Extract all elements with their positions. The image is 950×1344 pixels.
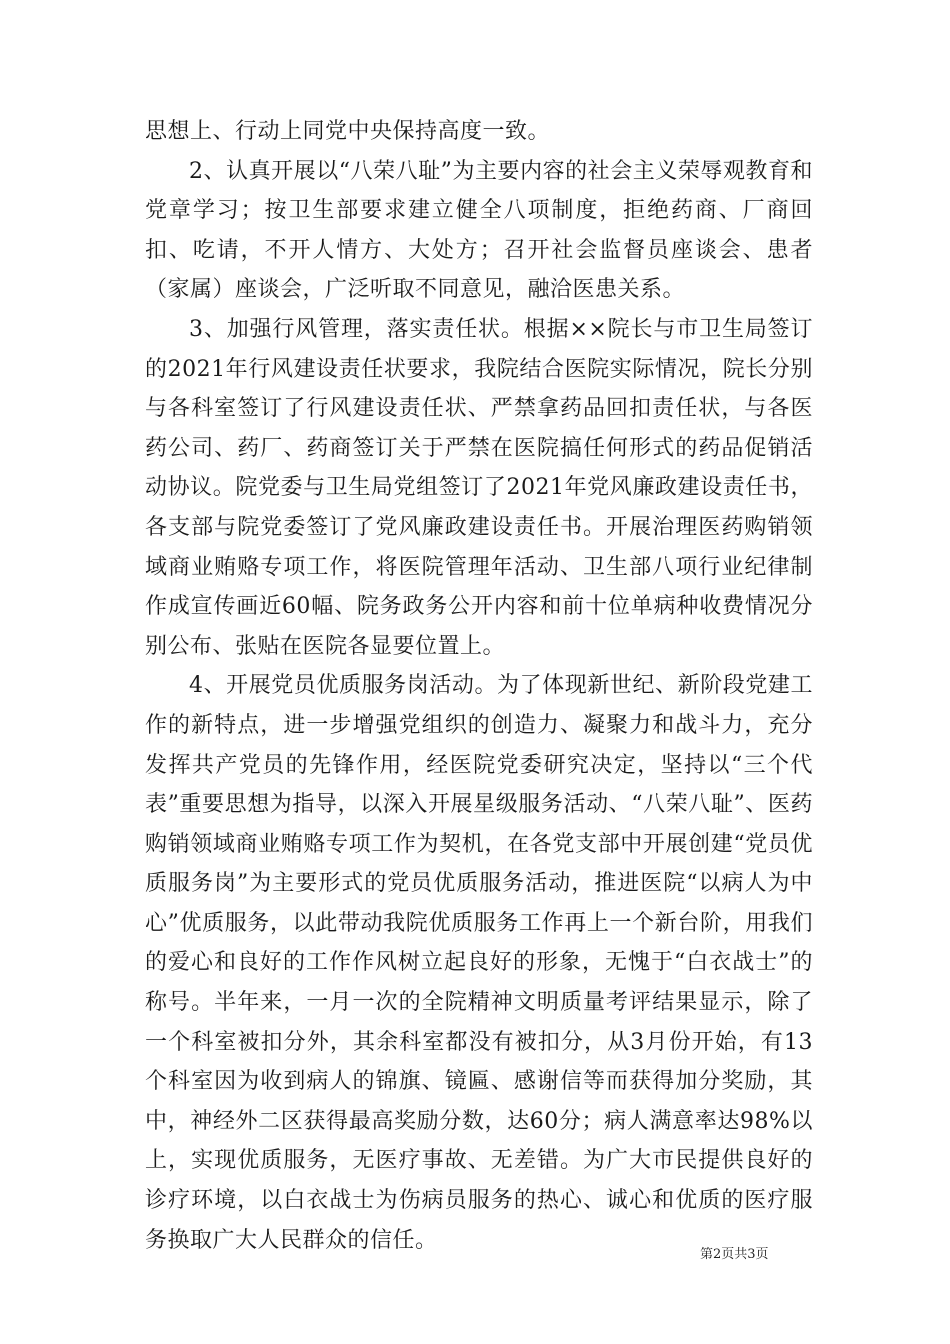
- paragraph-continuation: 思想上、行动上同党中央保持高度一致。: [145, 119, 551, 144]
- paragraph-item-2: 2、认真开展以“八荣八耻”为主要内容的社会主义荣辱观教育和党章学习；按卫生部要求建立健全八项制度，拒绝药商、厂商回扣、吃请，不开人情方、大处方；召开社会监督员座谈会、患者（家属）座谈会，广泛听取不同意见，融洽医患关系。: [145, 158, 813, 303]
- paragraph-item-4: 4、开展党员优质服务岗活动。为了体现新世纪、新阶段党建工作的新特点，进一步增强党组织的创造力、凝聚力和战斗力，充分发挥共产党员的先锋作用，经医院党委研究决定，坚持以“三个代表”重要思想为指导，以深入开展星级服务活动、“八荣八耻”、医药购销领域商业贿赂专项工作为契机，在各党支部中开展创建“党员优质服务岗”为主要形式的党员优质服务活动，推进医院“以病人为中心”优质服务，以此带动我院优质服务工作再上一个新台阶，用我们的爱心和良好的工作作风树立起良好的形象，无愧于“白衣战士”的称号。半年来，一月一次的全院精神文明质量考评结果显示，除了一个科室被扣分外，其余科室都没有被扣分，从3月份开始，有13个科室因为收到病人的锦旗、镜匾、感谢信等而获得加分奖励，其中，神经外二区获得最高奖励分数，达60分；病人满意率达98%以上，实现优质服务，无医疗事故、无差错。为广大市民提供良好的诊疗环境，以白衣战士为伤病员服务的热心、诚心和优质的医疗服务换取广大人民群众的信任。: [145, 673, 813, 1253]
- document-body: [145, 112, 813, 1260]
- paragraph-item-3: 3、加强行风管理，落实责任状。根据××院长与市卫生局签订的2021年行风建设责任状要求，我院结合医院实际情况，院长分别与各科室签订了行风建设责任状、严禁拿药品回扣责任状，与各医药公司、药厂、药商签订关于严禁在医院搞任何形式的药品促销活动协议。院党委与卫生局党组签订了2021年党风廉政建设责任书，各支部与院党委签订了党风廉政建设责任书。开展治理医药购销领域商业贿赂专项工作，将医院管理年活动、卫生部八项行业纪律制作成宣传画近60幅、院务政务公开内容和前十位单病种收费情况分别公布、张贴在医院各显要位置上。: [145, 316, 813, 659]
- page-number-footer: 第2页共3页: [700, 1247, 769, 1262]
